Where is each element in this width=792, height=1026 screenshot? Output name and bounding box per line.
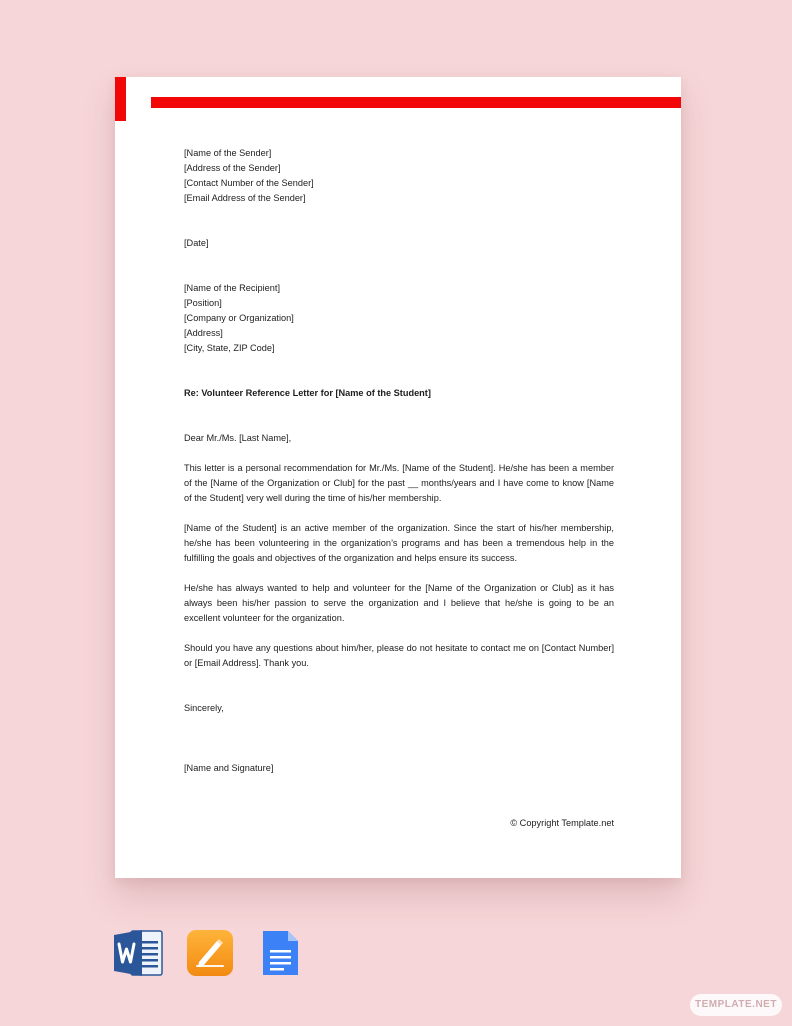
recipient-line: [Company or Organization] bbox=[184, 313, 294, 323]
copyright-notice: © Copyright Template.net bbox=[510, 818, 614, 828]
letter-paragraph: [Name of the Student] is an active member of the organization. Since the start of his/her membership, he/she has been volunteering in the organization’s programs and has been a tremendous help in the fulfilling the goals and objectives of the organization and helps ensure its success. bbox=[184, 523, 614, 563]
word-icon[interactable] bbox=[114, 929, 162, 977]
letter-subject: Re: Volunteer Reference Letter for [Name of the Student] bbox=[184, 388, 431, 398]
letter-paragraph: He/she has always wanted to help and volunteer for the [Name of the Organization or Club] as it has always been his/her passion to serve the organization and I believe that he/she is going to be an excellent volunteer for the organization. bbox=[184, 583, 614, 623]
sender-block bbox=[184, 146, 614, 206]
sender-line: [Email Address of the Sender] bbox=[184, 193, 306, 203]
recipient-block bbox=[184, 281, 614, 356]
accent-bar-horizontal bbox=[151, 97, 681, 108]
letter-closing: Sincerely, bbox=[184, 703, 224, 713]
sender-line: [Address of the Sender] bbox=[184, 163, 281, 173]
sender-line: [Name of the Sender] bbox=[184, 148, 272, 158]
letter-date: [Date] bbox=[184, 238, 209, 248]
recipient-line: [Address] bbox=[184, 328, 223, 338]
letter-signature: [Name and Signature] bbox=[184, 763, 274, 773]
pages-icon[interactable] bbox=[186, 929, 234, 977]
letter-paragraph: Should you have any questions about him/her, please do not hesitate to contact me on [Contact Number] or [Email Address]. Thank you. bbox=[184, 643, 614, 668]
letter-paragraph: This letter is a personal recommendation for Mr./Ms. [Name of the Student]. He/she has been a member of the [Name of the Organization or Club] for the past __ months/years and I have come to know [Name of the Student] very well during the time of his/her membership. bbox=[184, 463, 614, 503]
sender-line: [Contact Number of the Sender] bbox=[184, 178, 314, 188]
recipient-line: [Name of the Recipient] bbox=[184, 283, 281, 293]
letter-page bbox=[115, 77, 681, 878]
google-docs-icon[interactable] bbox=[258, 929, 306, 977]
recipient-line: [Position] bbox=[184, 298, 222, 308]
letter-body bbox=[184, 146, 614, 776]
template-net-badge[interactable]: TEMPLATE.NET bbox=[690, 994, 782, 1016]
accent-bar-vertical bbox=[115, 77, 126, 121]
letter-salutation: Dear Mr./Ms. [Last Name], bbox=[184, 433, 292, 443]
recipient-line: [City, State, ZIP Code] bbox=[184, 343, 275, 353]
